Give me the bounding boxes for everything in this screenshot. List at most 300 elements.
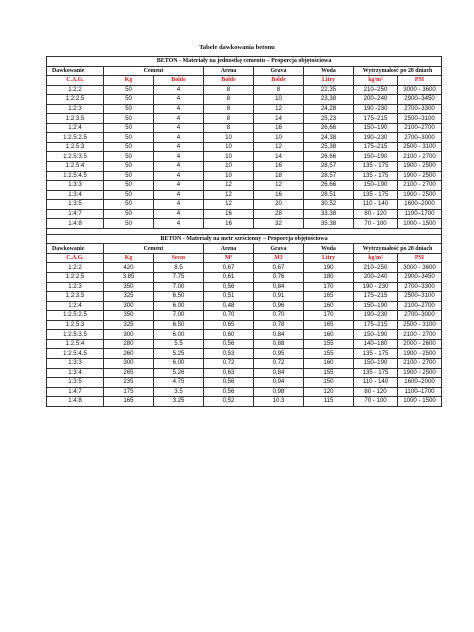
table-cell: 22,35 — [304, 85, 354, 95]
table-cell: 0.65 — [204, 320, 254, 330]
table-cell: 265 — [104, 368, 154, 378]
column-header: Dawkowanie — [47, 66, 104, 76]
table-cell: 1:3:5 — [47, 200, 104, 210]
table-cell: 30.52 — [304, 200, 354, 210]
table-cell: 4 — [154, 133, 204, 143]
table-cell: 0,61 — [204, 273, 254, 283]
table-cell: 150–190 — [354, 181, 398, 191]
column-header: Grava — [254, 244, 304, 254]
table-cell: 1000 - 1500 — [398, 219, 442, 229]
table-cell: 2100 - 2700 — [398, 358, 442, 368]
table-cell: 1900 - 2500 — [398, 190, 442, 200]
table-cell: 210–250 — [354, 263, 398, 273]
table-cell: 1:2.5:3.5 — [47, 330, 104, 340]
table-cell: 150–190 — [354, 123, 398, 133]
table-cell: 50 — [104, 181, 154, 191]
table-cell: 25,38 — [304, 142, 354, 152]
table-cell: 26,66 — [304, 123, 354, 133]
table-cell: 8 — [204, 104, 254, 114]
table-cell: 1600–2000 — [398, 200, 442, 210]
table-cell: 190–230 — [354, 311, 398, 321]
table-cell: 12 — [204, 190, 254, 200]
column-header: Arena — [204, 244, 254, 254]
table-cell: 1:2:3.5 — [47, 292, 104, 302]
table-cell: 1:3:3 — [47, 358, 104, 368]
table-cell: 135 - 175 — [354, 368, 398, 378]
table-cell: 1900 - 2500 — [398, 171, 442, 181]
table-cell: 7.00 — [154, 282, 204, 292]
table-row — [47, 387, 442, 397]
table-row — [47, 273, 442, 283]
table-cell: 4 — [154, 152, 204, 162]
table-cell: 0,67 — [204, 263, 254, 273]
table-cell: 325 — [104, 320, 154, 330]
table-cell: 0,96 — [254, 301, 304, 311]
table-cell: 170 — [304, 311, 354, 321]
table-cell: 1:4:7 — [47, 387, 104, 397]
table-cell: 1:2:2 — [47, 85, 104, 95]
table-cell: 0,52 — [204, 397, 254, 407]
table-cell: 10 — [204, 162, 254, 172]
dosing-table — [46, 56, 442, 407]
table-cell: 4 — [154, 85, 204, 95]
unit-header: Secos — [154, 253, 204, 263]
table-cell: 80 - 120 — [354, 387, 398, 397]
column-header: Dawkowanie — [47, 244, 104, 254]
table-cell: 135 - 175 — [354, 171, 398, 181]
table-cell: 0,67 — [254, 263, 304, 273]
table-cell: 175–215 — [354, 292, 398, 302]
table-cell: 1100–1700 — [398, 209, 442, 219]
table-cell: 325 — [104, 292, 154, 302]
table-cell: 2500–3100 — [398, 114, 442, 124]
table-cell: 4 — [154, 181, 204, 191]
unit-header: C.A.G. — [47, 253, 104, 263]
table-cell: 1100–1700 — [398, 387, 442, 397]
table-cell: 190 - 230 — [354, 282, 398, 292]
table-cell: 10 — [254, 95, 304, 105]
table-cell: 0,56 — [204, 378, 254, 388]
table-cell: 23,38 — [304, 95, 354, 105]
table-cell: 5.26 — [154, 368, 204, 378]
table-cell: 4 — [154, 171, 204, 181]
table-cell: 8.5 — [154, 263, 204, 273]
section-title: BETON - Materiały na metr sześcienny – Proporcja objętościowa — [47, 234, 442, 244]
table-cell: 16 — [254, 123, 304, 133]
table-cell: 350 — [104, 311, 154, 321]
unit-header: kg/m² — [354, 253, 398, 263]
table-cell: 4 — [154, 162, 204, 172]
table-cell: 50 — [104, 190, 154, 200]
table-cell: 50 — [104, 95, 154, 105]
table-cell: 8 — [204, 123, 254, 133]
table-cell: 0,94 — [254, 378, 304, 388]
table-cell: 6.00 — [154, 301, 204, 311]
table-cell: 2000 - 2600 — [398, 339, 442, 349]
table-cell: 28.51 — [304, 190, 354, 200]
table-cell: 235 — [104, 378, 154, 388]
table-cell: 50 — [104, 219, 154, 229]
table-cell: 50 — [104, 171, 154, 181]
table-cell: 16 — [254, 190, 304, 200]
table-row — [47, 219, 442, 229]
table-cell: 1:2.5:2.5 — [47, 311, 104, 321]
table-cell: 1:3:5 — [47, 378, 104, 388]
table-cell: 165 — [304, 292, 354, 302]
table-cell: 160 — [304, 330, 354, 340]
table-cell: 28 — [254, 209, 304, 219]
table-cell: 1:2.5:3 — [47, 142, 104, 152]
table-cell: 175–215 — [354, 142, 398, 152]
table-cell: 1:4:8 — [47, 397, 104, 407]
table-cell: 8 — [204, 85, 254, 95]
table-cell: 1:2:3 — [47, 282, 104, 292]
table-cell: 2700–3300 — [398, 104, 442, 114]
table-cell: 150–190 — [354, 301, 398, 311]
table-row — [47, 282, 442, 292]
table-cell: 0.60 — [204, 330, 254, 340]
table-cell: 4 — [154, 219, 204, 229]
table-cell: 2900–3450 — [398, 95, 442, 105]
table-cell: 20 — [254, 200, 304, 210]
table-row — [47, 123, 442, 133]
table-cell: 1:2:2.5 — [47, 95, 104, 105]
table-cell: 120 — [304, 387, 354, 397]
table-row — [47, 200, 442, 210]
table-cell: 10 — [204, 133, 254, 143]
table-cell: 4 — [154, 200, 204, 210]
table-cell: 115 — [304, 397, 354, 407]
table-cell: 1:3:3 — [47, 181, 104, 191]
table-row — [47, 152, 442, 162]
unit-header: Kg — [104, 253, 154, 263]
table-cell: 8 — [254, 85, 304, 95]
table-cell: 2900–3450 — [398, 273, 442, 283]
table-cell: 280 — [104, 339, 154, 349]
table-cell: 175 — [104, 387, 154, 397]
table-cell: 80 - 120 — [354, 209, 398, 219]
table-cell: 6.00 — [154, 358, 204, 368]
table-cell: 1:2.5:4 — [47, 162, 104, 172]
table-cell: 10 — [204, 171, 254, 181]
table-cell: 150 — [304, 378, 354, 388]
table-cell: 3.85 — [104, 273, 154, 283]
table-cell: 28,57 — [304, 171, 354, 181]
column-header: Cement — [104, 66, 204, 76]
table-cell: 26.66 — [304, 152, 354, 162]
table-cell: 16 — [204, 209, 254, 219]
table-cell: 150–190 — [354, 358, 398, 368]
table-cell: 24,28 — [304, 104, 354, 114]
table-cell: 12 — [254, 104, 304, 114]
table-cell: 0,53 — [204, 349, 254, 359]
table-cell: 1:2.5:4.5 — [47, 349, 104, 359]
table-cell: 0,48 — [204, 301, 254, 311]
table-row — [47, 181, 442, 191]
table-row — [47, 104, 442, 114]
table-cell: 0.70 — [204, 311, 254, 321]
unit-header-row — [47, 253, 442, 263]
table-row — [47, 142, 442, 152]
table-cell: 175–215 — [354, 320, 398, 330]
column-header: Arena — [204, 66, 254, 76]
table-cell: 2100 - 2700 — [398, 152, 442, 162]
table-cell: 1:3:4 — [47, 190, 104, 200]
table-cell: 0.78 — [254, 320, 304, 330]
page-title: Tabele dawkowania betonu — [199, 44, 275, 51]
table-cell: 2500 - 3100 — [398, 142, 442, 152]
table-cell: 70 - 100 — [354, 397, 398, 407]
table-cell: 6.50 — [154, 320, 204, 330]
table-cell: 7.75 — [154, 273, 204, 283]
table-cell: 3000 - 3600 — [398, 263, 442, 273]
table-cell: 0,91 — [254, 292, 304, 302]
table-row — [47, 368, 442, 378]
table-cell: 140–180 — [354, 339, 398, 349]
table-cell: 110 - 140 — [354, 378, 398, 388]
table-cell: 200–240 — [354, 95, 398, 105]
table-cell: 16 — [204, 219, 254, 229]
table-cell: 50 — [104, 133, 154, 143]
table-row — [47, 301, 442, 311]
table-cell: 50 — [104, 162, 154, 172]
table-cell: 1:2:3.5 — [47, 114, 104, 124]
table-cell: 4 — [154, 104, 204, 114]
table-cell: 135 - 175 — [354, 162, 398, 172]
unit-header: C.A.G. — [47, 76, 104, 86]
table-cell: 1:2:3 — [47, 104, 104, 114]
table-cell: 0,84 — [254, 368, 304, 378]
table-cell: 50 — [104, 123, 154, 133]
table-cell: 110 - 140 — [354, 200, 398, 210]
table-cell: 0,51 — [204, 292, 254, 302]
table-cell: 50 — [104, 142, 154, 152]
table-cell: 0.70 — [254, 311, 304, 321]
table-cell: 190 -230 — [354, 104, 398, 114]
unit-header: PSI — [398, 253, 442, 263]
table-cell: 3.25 — [154, 397, 204, 407]
table-cell: 2100–2700 — [398, 301, 442, 311]
table-cell: 165 — [104, 397, 154, 407]
table-cell: 1000 - 1500 — [398, 397, 442, 407]
column-header: Woda — [304, 244, 354, 254]
table-cell: 2100 - 2700 — [398, 330, 442, 340]
table-cell: 4 — [154, 142, 204, 152]
unit-header: Kg — [104, 76, 154, 86]
table-cell: 350 — [104, 282, 154, 292]
table-cell: 0,72 — [204, 358, 254, 368]
table-cell: 210–250 — [354, 85, 398, 95]
table-cell: 3.5 — [154, 387, 204, 397]
table-cell: 160 — [304, 301, 354, 311]
unit-header: Litry — [304, 76, 354, 86]
table-row — [47, 190, 442, 200]
column-header-row — [47, 244, 442, 254]
table-cell: 2100–2700 — [398, 123, 442, 133]
table-cell: 14 — [254, 114, 304, 124]
table-cell: 0,56 — [204, 339, 254, 349]
table-cell: 4 — [154, 190, 204, 200]
table-cell: 12 — [204, 200, 254, 210]
unit-header-row — [47, 76, 442, 86]
table-cell: 0,72 — [254, 358, 304, 368]
column-header: Woda — [304, 66, 354, 76]
table-cell: 18 — [254, 171, 304, 181]
table-cell: 155 — [304, 339, 354, 349]
table-cell: 1600–2000 — [398, 378, 442, 388]
table-cell: 7.00 — [154, 311, 204, 321]
table-cell: 180 — [304, 273, 354, 283]
table-cell: 4 — [154, 95, 204, 105]
table-cell: 4.75 — [154, 378, 204, 388]
table-cell: 3000 - 3600 — [398, 85, 442, 95]
section-title: BETON - Materiały na jednostkę cementu – Proporcja objętościowa — [47, 57, 442, 67]
column-header-row — [47, 66, 442, 76]
table-row — [47, 171, 442, 181]
table-row — [47, 263, 442, 273]
table-row — [47, 85, 442, 95]
table-cell: 25,23 — [304, 114, 354, 124]
table-cell: 300 — [104, 358, 154, 368]
table-cell: 2700–3000 — [398, 133, 442, 143]
unit-header: Bolde — [254, 76, 304, 86]
table-cell: 50 — [104, 114, 154, 124]
table-cell: 10 — [204, 152, 254, 162]
unit-header: M3 — [254, 253, 304, 263]
unit-header: M³ — [204, 253, 254, 263]
table-cell: 0,95 — [254, 349, 304, 359]
table-cell: 1:2.5:4.5 — [47, 171, 104, 181]
table-cell: 2500–3100 — [398, 292, 442, 302]
table-row — [47, 397, 442, 407]
unit-header: PSI — [398, 76, 442, 86]
table-cell: 190–230 — [354, 133, 398, 143]
table-cell: 10 — [254, 133, 304, 143]
table-cell: 1:2:2.5 — [47, 273, 104, 283]
table-row — [47, 133, 442, 143]
table-cell: 32 — [254, 219, 304, 229]
table-cell: 12 — [204, 181, 254, 191]
table-cell: 35.38 — [304, 219, 354, 229]
table-row — [47, 320, 442, 330]
table-row — [47, 114, 442, 124]
table-row — [47, 358, 442, 368]
table-cell: 26.66 — [304, 181, 354, 191]
table-cell: 160 — [304, 358, 354, 368]
table-cell: 28,57 — [304, 162, 354, 172]
unit-header: kg/m² — [354, 76, 398, 86]
table-cell: 0.84 — [254, 330, 304, 340]
table-row — [47, 292, 442, 302]
column-header: Grava — [254, 66, 304, 76]
table-cell: 50 — [104, 200, 154, 210]
table-cell: 1:2:4 — [47, 301, 104, 311]
table-cell: 5.25 — [154, 349, 204, 359]
table-cell: 0,76 — [254, 273, 304, 283]
table-cell: 300 — [104, 301, 154, 311]
table-cell: 5.5 — [154, 339, 204, 349]
table-row — [47, 349, 442, 359]
table-cell: 4 — [154, 209, 204, 219]
section-title-row — [47, 234, 442, 244]
table-cell: 8 — [204, 114, 254, 124]
unit-header: Bolde — [154, 76, 204, 86]
table-cell: 1:4:7 — [47, 209, 104, 219]
table-cell: 420 — [104, 263, 154, 273]
table-cell: 1900 - 2500 — [398, 368, 442, 378]
table-cell: 70 - 100 — [354, 219, 398, 229]
table-cell: 12 — [254, 181, 304, 191]
table-cell: 260 — [104, 349, 154, 359]
table-cell: 135 - 175 — [354, 190, 398, 200]
table-cell: 16 — [254, 162, 304, 172]
section-title-row — [47, 57, 442, 67]
table-cell: 1:3:4 — [47, 368, 104, 378]
table-cell: 135 - 175 — [354, 349, 398, 359]
column-header: Wytrzymałość po 28 dniach — [354, 244, 442, 254]
table-cell: 1:2.5:4 — [47, 339, 104, 349]
table-row — [47, 330, 442, 340]
table-cell: 1:2:2 — [47, 263, 104, 273]
unit-header: Litry — [304, 253, 354, 263]
table-cell: 14 — [254, 152, 304, 162]
table-cell: 1:2.5:3 — [47, 320, 104, 330]
table-cell: 6.00 — [154, 330, 204, 340]
table-cell: 1:2.5:2.5 — [47, 133, 104, 143]
table-cell: 190 — [304, 263, 354, 273]
table-cell: 50 — [104, 152, 154, 162]
table-cell: 0,56 — [204, 282, 254, 292]
table-cell: 4 — [154, 114, 204, 124]
table-cell: 1:4:8 — [47, 219, 104, 229]
table-cell: 1900 - 2500 — [398, 162, 442, 172]
table-cell: 170 — [304, 282, 354, 292]
table-cell: 0,56 — [204, 387, 254, 397]
table-cell: 165 — [304, 320, 354, 330]
table-cell: 8 — [204, 95, 254, 105]
table-row — [47, 339, 442, 349]
table-cell: 150–190 — [354, 152, 398, 162]
table-cell: 0,98 — [254, 387, 304, 397]
table-cell: 33.38 — [304, 209, 354, 219]
table-cell: 50 — [104, 104, 154, 114]
table-cell: 6.50 — [154, 292, 204, 302]
table-row — [47, 209, 442, 219]
table-cell: 0,63 — [204, 368, 254, 378]
table-cell: 12 — [254, 142, 304, 152]
table-row — [47, 311, 442, 321]
unit-header: Bolde — [204, 76, 254, 86]
table-cell: 50 — [104, 85, 154, 95]
table-cell: 200–240 — [354, 273, 398, 283]
column-header: Wytrzymałość po 28 dniach — [354, 66, 442, 76]
table-row — [47, 95, 442, 105]
table-cell: 150–190 — [354, 330, 398, 340]
table-cell: 10.3 — [254, 397, 304, 407]
table-cell: 10 — [204, 142, 254, 152]
table-cell: 300 — [104, 330, 154, 340]
table-cell: 175–215 — [354, 114, 398, 124]
table-cell: 2700–3300 — [398, 282, 442, 292]
table-cell: 2700–3000 — [398, 311, 442, 321]
table-cell: 1:2:4 — [47, 123, 104, 133]
table-cell: 2100 - 2700 — [398, 181, 442, 191]
table-cell: 2500 - 3100 — [398, 320, 442, 330]
table-cell: 0,88 — [254, 339, 304, 349]
table-cell: 1900 - 2500 — [398, 349, 442, 359]
table-cell: 155 — [304, 349, 354, 359]
table-cell: 0,84 — [254, 282, 304, 292]
